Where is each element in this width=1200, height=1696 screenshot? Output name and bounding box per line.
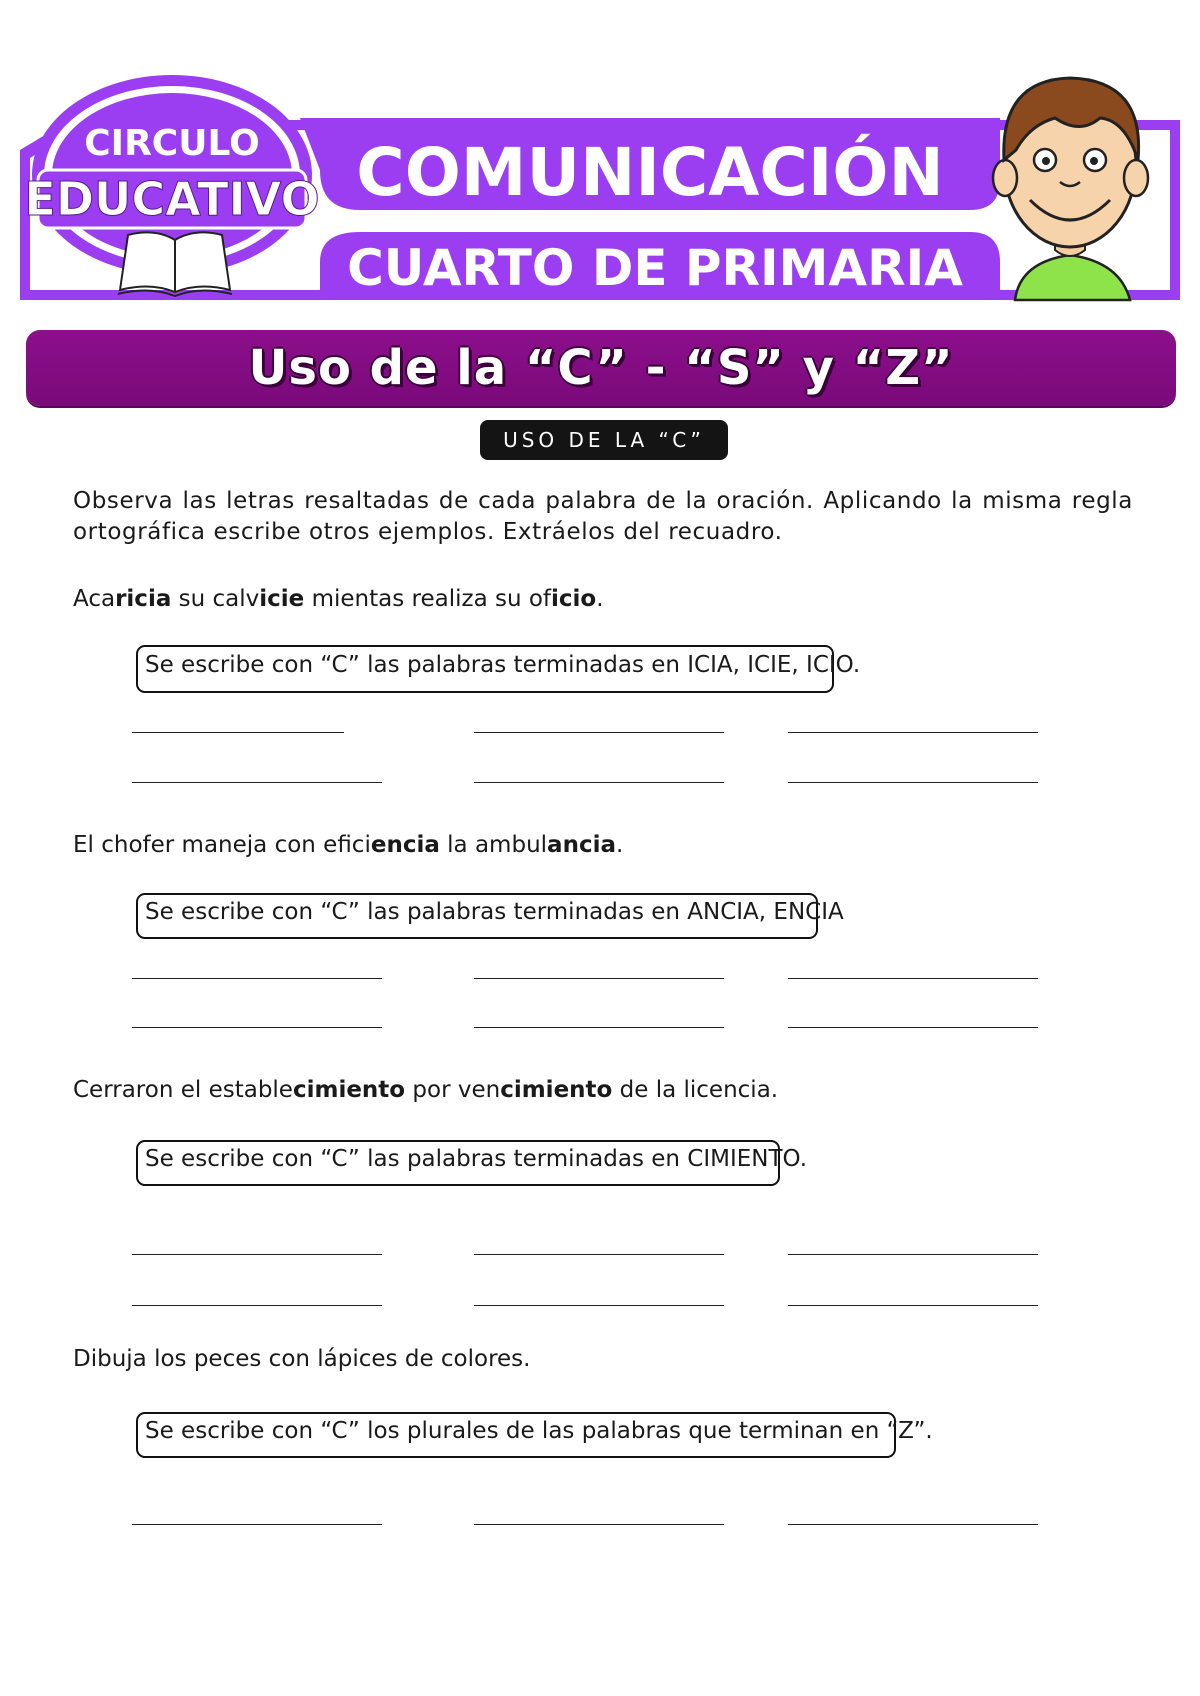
- instructions-text: Observa las letras resaltadas de cada palabra de la oración. Aplicando la misma regla ortográfica escribe otros ejemplos. Extráelos del recuadro.: [73, 488, 1133, 545]
- answer-line[interactable]: [474, 782, 724, 783]
- rule-text: Se escribe con “C” las palabras terminadas en ANCIA, ENCIA: [145, 899, 844, 925]
- answer-line[interactable]: [788, 782, 1038, 783]
- rule-text: Se escribe con “C” las palabras terminadas en CIMIENTO.: [145, 1146, 808, 1172]
- grade-title: CUARTO DE PRIMARIA: [347, 239, 963, 297]
- answer-line[interactable]: [474, 1305, 724, 1306]
- logo-top-text: CIRCULO: [84, 123, 260, 164]
- title-bar: [26, 330, 1176, 406]
- answer-line[interactable]: [132, 732, 344, 733]
- answer-line[interactable]: [132, 782, 382, 783]
- answer-line[interactable]: [474, 1524, 724, 1525]
- answer-line[interactable]: [132, 1524, 382, 1525]
- answer-line[interactable]: [474, 1254, 724, 1255]
- book-icon: [118, 232, 232, 296]
- page-header: [0, 0, 1200, 310]
- page-title: Uso de la “C” - “S” y “Z”: [248, 340, 954, 396]
- logo-bottom-text: EDUCATIVO: [24, 172, 320, 226]
- section-badge: [480, 420, 728, 460]
- example-sentence: Cerraron el establecimiento por vencimiento de la licencia.: [73, 1077, 779, 1103]
- example-sentence: Dibuja los peces con lápices de colores.: [73, 1346, 531, 1372]
- example-sentence: El chofer maneja con eficiencia la ambulancia.: [73, 832, 624, 858]
- section-label: USO DE LA “C”: [503, 428, 705, 452]
- answer-line[interactable]: [788, 732, 1038, 733]
- rule-text: Se escribe con “C” los plurales de las palabras que terminan en “Z”.: [145, 1418, 933, 1444]
- answer-line[interactable]: [132, 978, 382, 979]
- answer-line[interactable]: [474, 1027, 724, 1028]
- answer-line[interactable]: [788, 978, 1038, 979]
- answer-line[interactable]: [132, 1027, 382, 1028]
- answer-line[interactable]: [474, 732, 724, 733]
- answer-line[interactable]: [788, 1027, 1038, 1028]
- subject-title: COMUNICACIÓN: [356, 134, 944, 211]
- rule-text: Se escribe con “C” las palabras terminadas en ICIA, ICIE, ICIO.: [145, 652, 861, 678]
- answer-line[interactable]: [788, 1305, 1038, 1306]
- answer-line[interactable]: [132, 1305, 382, 1306]
- answer-line[interactable]: [788, 1254, 1038, 1255]
- answer-line[interactable]: [788, 1524, 1038, 1525]
- example-sentence: Acaricia su calvicie mientas realiza su oficio.: [73, 586, 604, 612]
- answer-line[interactable]: [474, 978, 724, 979]
- answer-line[interactable]: [132, 1254, 382, 1255]
